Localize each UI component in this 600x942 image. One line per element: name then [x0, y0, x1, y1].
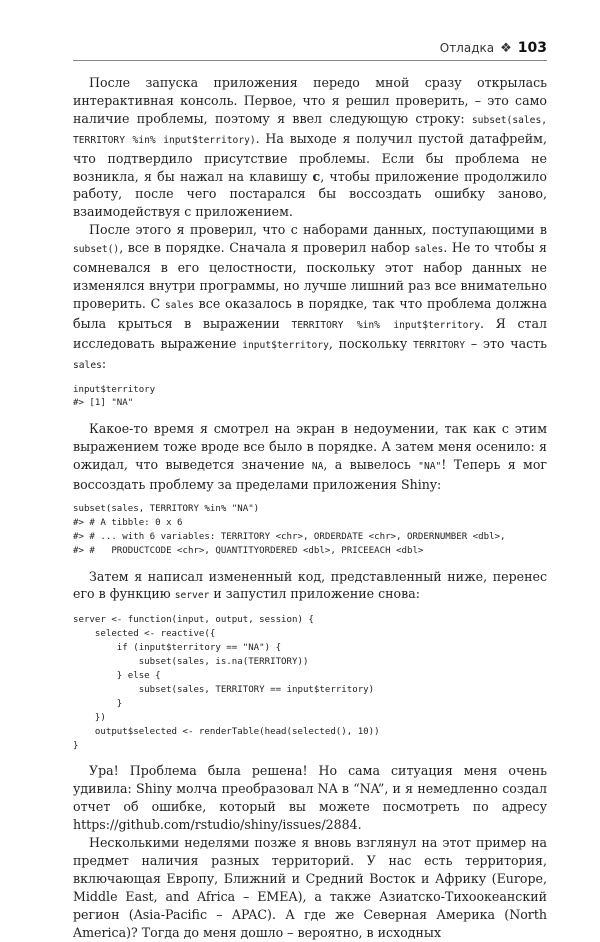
text-run: Ура! Проблема была решена! Но сама ситуация меня очень удивила: Shiny молча преобразовал NA в “NA”, и я немедленно создал отчет об ошибке, который вы можете посмотреть по адресу [73, 763, 547, 815]
text-run: , чтобы приложение продолжило работу, после чего постарался бы воссоздать ошибку заново, взаимодействуя с приложением. [73, 168, 547, 220]
inline-code: TERRITORY [413, 339, 466, 351]
code-block-2 [73, 503, 547, 559]
text-run: После этого я проверил, что с наборами данных, поступающими в [89, 222, 547, 238]
inline-code: subset(sales, TERRITORY %in% input$territory) [73, 114, 547, 146]
code-line: subset(sales, is.na(TERRITORY)) [73, 657, 309, 668]
code-line: #> [1] "NA" [73, 398, 134, 409]
code-line: output$selected <- renderTable(head(selected(), 10)) [73, 726, 380, 737]
text-run: и запустил приложение снова: [209, 586, 420, 602]
diamond-cluster-icon: ❖ [500, 41, 512, 56]
paragraph-6 [73, 834, 547, 941]
code-line: } else { [73, 671, 161, 681]
header-rule [73, 60, 547, 61]
inline-code: NA [311, 461, 324, 473]
code-line: #> # PRODUCTCODE <chr>, QUANTITYORDERED <dbl>, PRICEEACH <dbl> [73, 545, 424, 556]
text-run: Несколькими неделями позже я вновь взглянул на этот пример на предмет наличия разных территорий. У нас есть территория, включающая Европу, Ближний и Средний Восток и Африку (Europe, Middle East, and Africa – EMEA), а также Азиатско-Тихоокеанский регион (Asia-Pacific – APAC). А где же Северная Америка (North America)? Тогда до меня дошло – вероятно, в исходных [73, 835, 547, 940]
inline-code: "NA" [418, 461, 442, 473]
paragraph-1 [73, 74, 547, 221]
inline-code: sales [414, 244, 444, 256]
page-body [73, 74, 547, 942]
code-block-3 [73, 614, 547, 753]
text-run: ! Теперь я мог воссоздать проблему за пределами приложения Shiny: [73, 457, 548, 493]
text-run: . На выходе я получил пустой датафрейм, что подтвердило присутствие проблемы. Если бы проблема не возникла, я бы нажал на клавишу [73, 130, 547, 184]
code-line: }) [73, 712, 106, 723]
text-run: – это часть [465, 335, 547, 351]
section-title: Отладка [439, 41, 495, 55]
code-line: #> # ... with 6 variables: TERRITORY <chr>, ORDERDATE <chr>, ORDERNUMBER <dbl>, [73, 531, 506, 542]
inline-code: sales [165, 299, 194, 311]
paragraph-2 [73, 221, 547, 374]
code-line: selected <- reactive({ [73, 629, 216, 640]
paragraph-4 [73, 568, 547, 606]
code-line: input$territory [73, 384, 156, 395]
text-run: , а вывелось [323, 457, 419, 473]
code-line: } [73, 740, 79, 751]
paragraph-3 [73, 420, 547, 494]
inline-code: TERRITORY %in% input$territory [291, 319, 481, 331]
text-run: , поскольку [328, 335, 414, 351]
text-run: . Я стал исследовать выражение [73, 315, 547, 351]
inline-code: subset() [73, 244, 120, 256]
inline-code: input$territory [242, 339, 329, 351]
page-number: 103 [517, 40, 547, 56]
code-line: if (input$territory == "NA") { [73, 643, 282, 654]
text-run: Затем я написал измененный код, представленный ниже, перенес его в функцию [73, 568, 547, 602]
inline-code: sales [73, 359, 102, 371]
text-run: Какое-то время я смотрел на экран в недоумении, так как с этим выражением тоже вроде все было в порядке. А затем меня осенило: я ожидал, что выведется значение [73, 421, 547, 473]
code-line: } [73, 698, 123, 709]
code-line: subset(sales, TERRITORY == input$territory) [73, 684, 375, 695]
text-run: . Не то чтобы я сомневался в его целостности, поскольку этот набор данных не изменялся внутри программы, но лучше лишний раз все внимательно проверить. С [73, 240, 547, 311]
code-line: subset(sales, TERRITORY %in% "NA") [73, 503, 260, 514]
paragraph-5 [73, 762, 547, 834]
text-run: все оказалось в порядке, так что проблема должна была крыться в выражении [73, 295, 548, 331]
inline-code: server [174, 590, 210, 602]
code-line: server <- function(input, output, session) { [73, 615, 314, 626]
code-block-1 [73, 384, 547, 412]
code-line: #> # A tibble: 0 x 6 [73, 517, 183, 528]
running-header [440, 40, 547, 56]
text-run: , все в порядке. Сначала я проверил набор [119, 240, 415, 256]
issue-link[interactable]: https://github.com/rstudio/shiny/issues/2884 [73, 817, 358, 833]
text-run: : [101, 355, 107, 371]
text-run: После запуска приложения передо мной сразу открылась интерактивная консоль. Первое, что я решил проверить, – это само наличие проблемы, поэтому я ввел следующую строку: [73, 75, 547, 126]
key-letter: c [312, 168, 321, 184]
text-run: . [357, 817, 362, 833]
